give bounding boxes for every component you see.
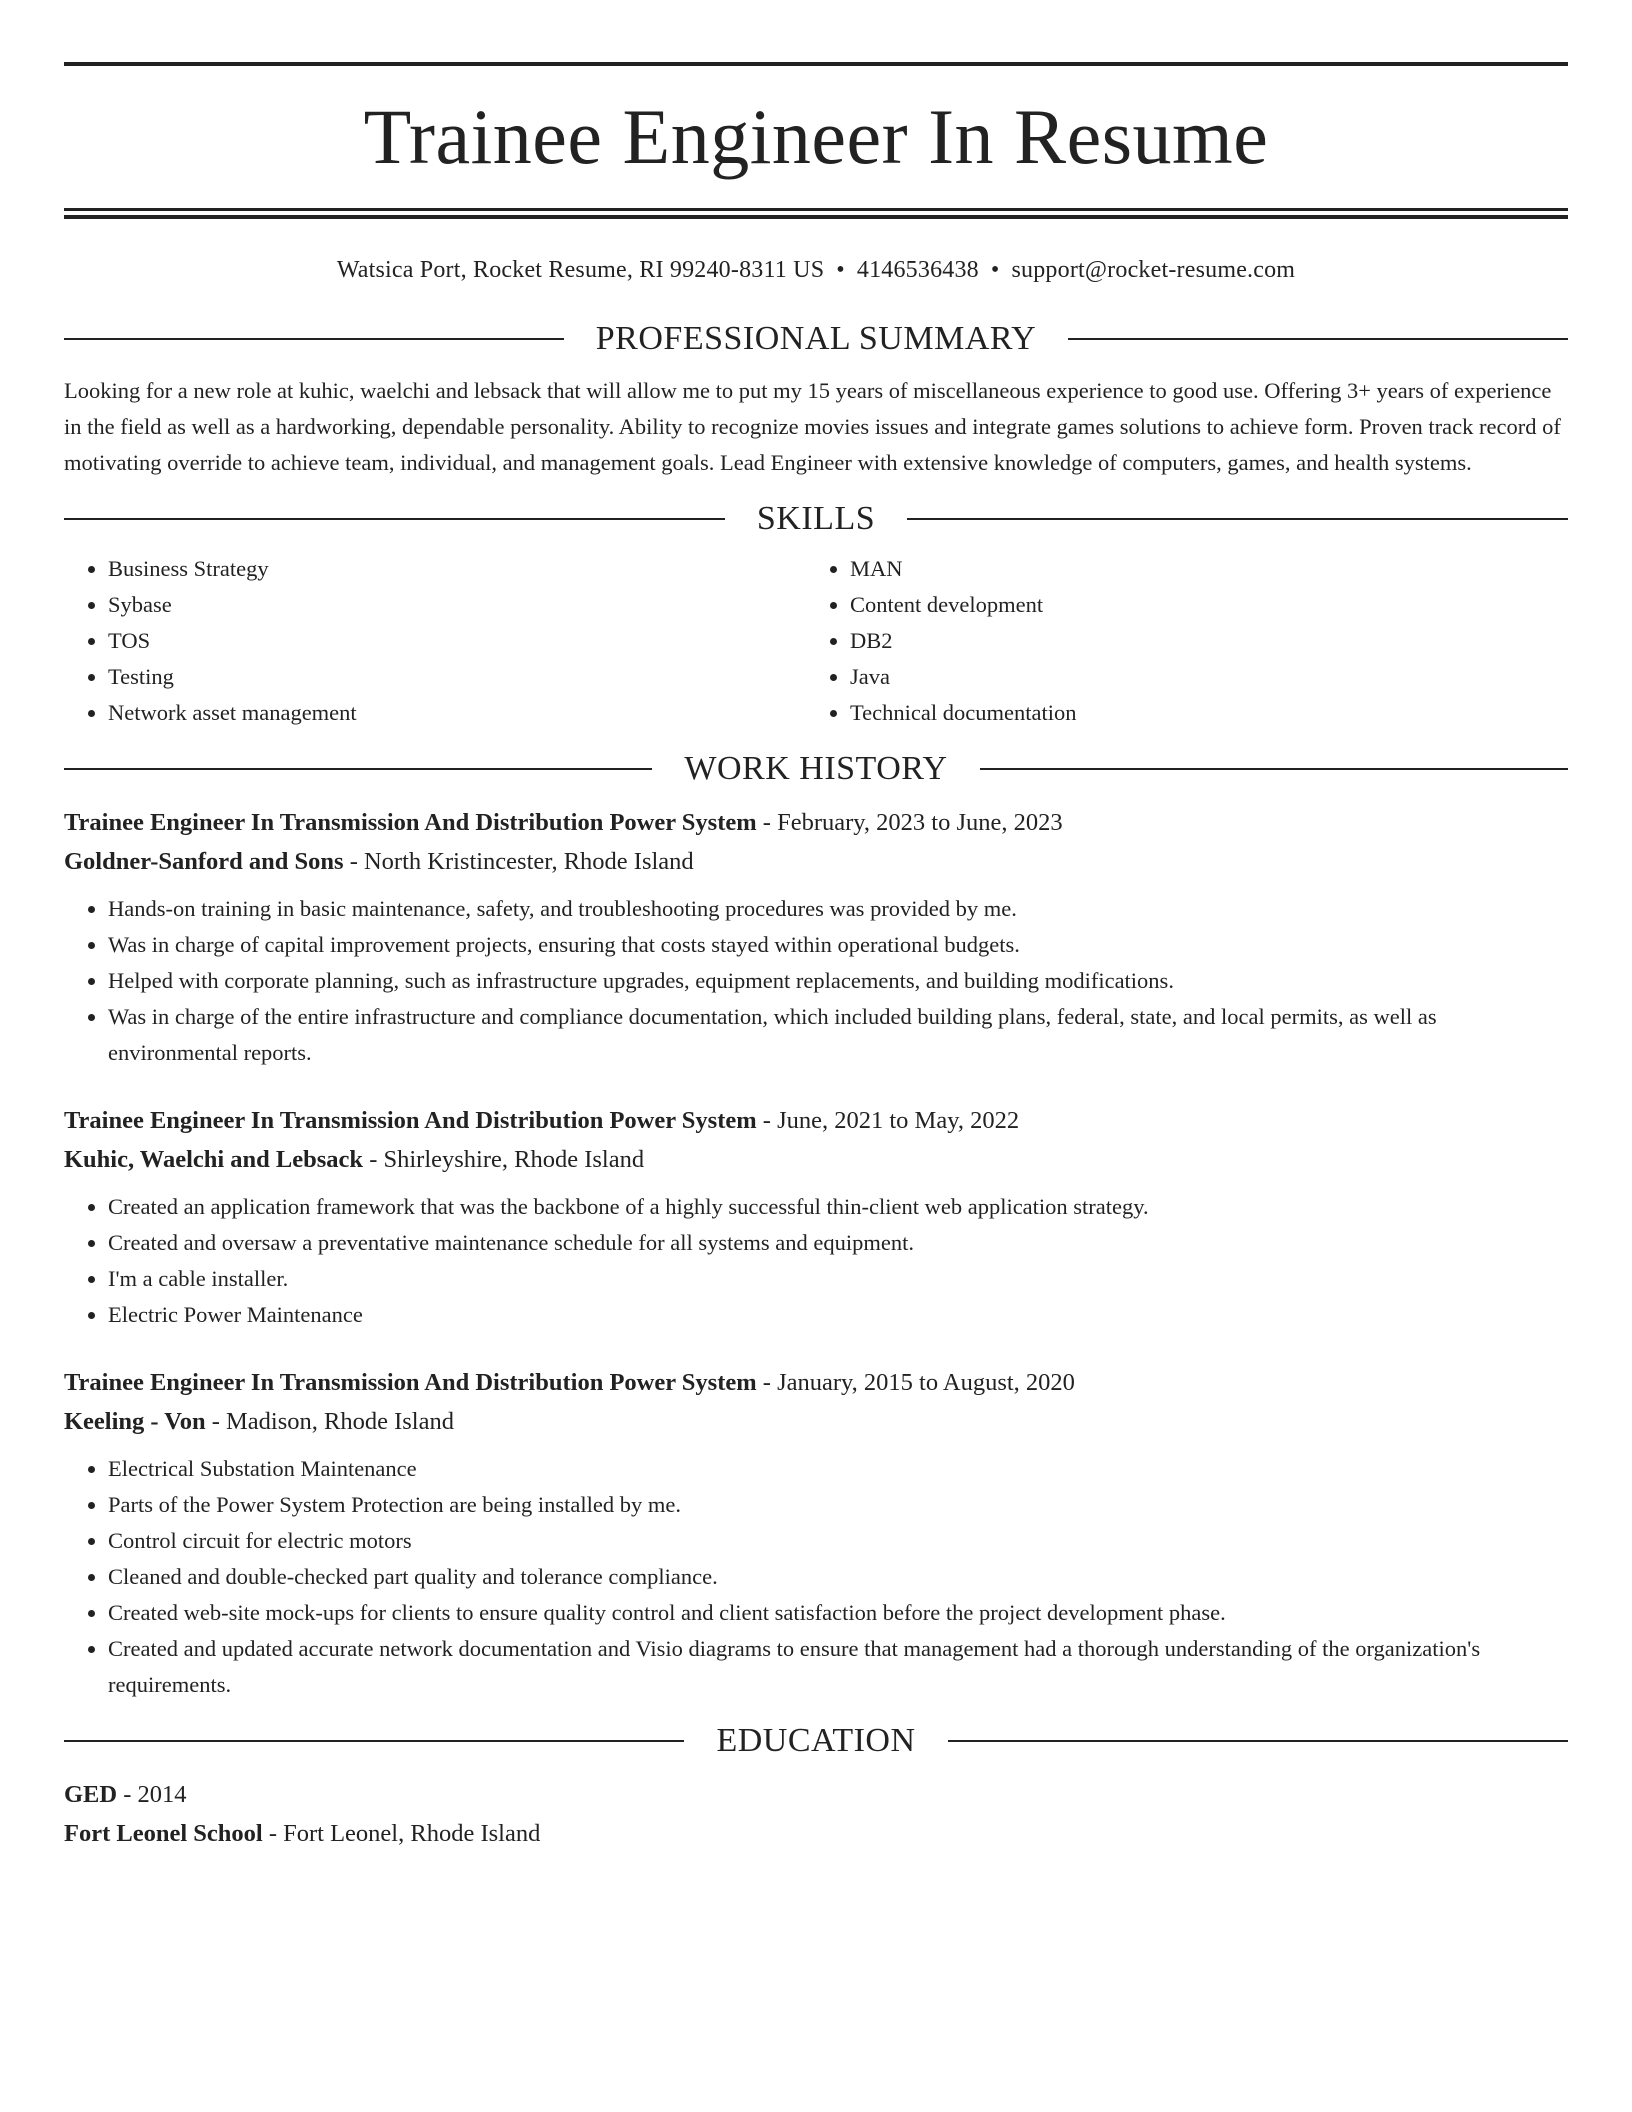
skill-item: • Network asset management [108, 695, 806, 731]
contact-phone: 4146536438 [856, 257, 979, 283]
education-location: - Fort Leonel, Rhode Island [262, 1820, 541, 1847]
skill-item: • Technical documentation [850, 695, 1548, 731]
job-duty: • I'm a cable installer. [108, 1261, 1568, 1297]
job-location: - Madison, Rhode Island [205, 1408, 454, 1435]
contact-separator: • [990, 257, 1000, 283]
job-duty: • Helped with corporate planning, such as infrastructure upgrades, equipment replacements, and building modifications. [108, 963, 1568, 999]
contact-separator: • [836, 257, 845, 283]
job-duty: • Electrical Substation Maintenance [108, 1451, 1568, 1487]
job-duty: • Control circuit for electric motors [108, 1523, 1568, 1559]
education-year: - 2014 [117, 1781, 187, 1808]
job-entry [64, 1363, 1568, 1703]
job-dates: - January, 2015 to August, 2020 [756, 1369, 1075, 1396]
skill-item: • Content development [850, 587, 1548, 623]
job-company-line [64, 842, 1568, 881]
work-heading [64, 749, 1568, 789]
job-duty: • Parts of the Power System Protection are being installed by me. [108, 1487, 1568, 1523]
job-duty: • Created and oversaw a preventative maintenance schedule for all systems and equipment. [108, 1225, 1568, 1261]
job-location: - North Kristincester, Rhode Island [343, 848, 694, 875]
job-title: Trainee Engineer In Transmission And Distribution Power System [64, 809, 757, 836]
contact-address: Watsica Port, Rocket Resume, RI 99240-8311 US [336, 257, 825, 283]
job-duty: • Created web-site mock-ups for clients to ensure quality control and client satisfaction before the project development phase. [108, 1595, 1568, 1631]
title-double-rule [64, 208, 1568, 219]
job-duty: • Electric Power Maintenance [108, 1297, 1568, 1333]
heading-rule-right [1068, 338, 1568, 340]
skill-item: • MAN [850, 551, 1548, 587]
job-duty: • Hands-on training in basic maintenance, safety, and troubleshooting procedures was provided by me. [108, 891, 1568, 927]
job-duties [64, 891, 1568, 1071]
job-title: Trainee Engineer In Transmission And Distribution Power System [64, 1369, 757, 1396]
summary-heading [64, 319, 1568, 359]
summary-text: Looking for a new role at kuhic, waelchi and lebsack that will allow me to put my 15 years of miscellaneous experience to good use. Offering 3+ years of experience in the field as well as a hardworking, dependable personality. Ability to recognize movies issues and integrate games solutions to achieve form. Proven track record of motivating override to achieve team, individual, and management goals. Lead Engineer with extensive knowledge of computers, games, and health systems. [64, 378, 1561, 475]
summary-heading-label: PROFESSIONAL SUMMARY [595, 320, 1037, 357]
top-rule [64, 62, 1568, 66]
heading-rule-right [948, 1740, 1568, 1742]
job-duties [64, 1451, 1568, 1703]
skill-item: • TOS [108, 623, 806, 659]
heading-rule-left [64, 518, 725, 520]
job-duty: • Was in charge of the entire infrastructure and compliance documentation, which included building plans, federal, state, and local permits, as well as environmental reports. [108, 999, 1568, 1071]
work-history-list [64, 803, 1568, 1703]
education-school-line [64, 1814, 1568, 1853]
skill-item: • Business Strategy [108, 551, 806, 587]
education-heading [64, 1721, 1568, 1761]
skill-item: • DB2 [850, 623, 1548, 659]
heading-rule-left [64, 768, 652, 770]
work-heading-label: WORK HISTORY [684, 750, 948, 787]
job-title-line [64, 803, 1568, 842]
job-title-line [64, 1363, 1568, 1402]
skills-list [64, 551, 1568, 731]
job-dates: - February, 2023 to June, 2023 [756, 809, 1063, 836]
heading-rule-left [64, 338, 564, 340]
contact-email: support@rocket-resume.com [1011, 257, 1296, 283]
job-duties [64, 1189, 1568, 1333]
education-school: Fort Leonel School [64, 1820, 263, 1847]
job-duty: • Was in charge of capital improvement projects, ensuring that costs stayed within operational budgets. [108, 927, 1568, 963]
job-company-line [64, 1140, 1568, 1179]
education-entry [64, 1775, 1568, 1853]
job-title: Trainee Engineer In Transmission And Distribution Power System [64, 1107, 757, 1134]
job-entry [64, 1101, 1568, 1333]
heading-rule-left [64, 1740, 684, 1742]
skill-item: • Sybase [108, 587, 806, 623]
job-company: Goldner-Sanford and Sons [64, 848, 344, 875]
education-heading-label: EDUCATION [716, 1722, 916, 1759]
job-company: Keeling - Von [64, 1408, 206, 1435]
job-dates: - June, 2021 to May, 2022 [756, 1107, 1020, 1134]
job-duty: • Created an application framework that was the backbone of a highly successful thin-client web application strategy. [108, 1189, 1568, 1225]
job-entry [64, 803, 1568, 1071]
skills-column-left [64, 551, 806, 731]
job-company-line [64, 1402, 1568, 1441]
job-location: - Shirleyshire, Rhode Island [363, 1146, 645, 1173]
skills-heading [64, 499, 1568, 539]
education-degree-line [64, 1775, 1568, 1814]
skill-item: • Testing [108, 659, 806, 695]
heading-rule-right [907, 518, 1568, 520]
skills-column-right [806, 551, 1548, 731]
job-company: Kuhic, Waelchi and Lebsack [64, 1146, 364, 1173]
resume-title: Trainee Engineer In Resume [363, 93, 1269, 180]
contact-line [64, 255, 1568, 285]
job-title-line [64, 1101, 1568, 1140]
education-degree: GED [64, 1781, 118, 1808]
job-duty: • Cleaned and double-checked part quality and tolerance compliance. [108, 1559, 1568, 1595]
skills-heading-label: SKILLS [756, 500, 876, 537]
skill-item: • Java [850, 659, 1548, 695]
heading-rule-right [980, 768, 1568, 770]
job-duty: • Created and updated accurate network documentation and Visio diagrams to ensure that management had a thorough understanding of the organization's requirements. [108, 1631, 1568, 1703]
